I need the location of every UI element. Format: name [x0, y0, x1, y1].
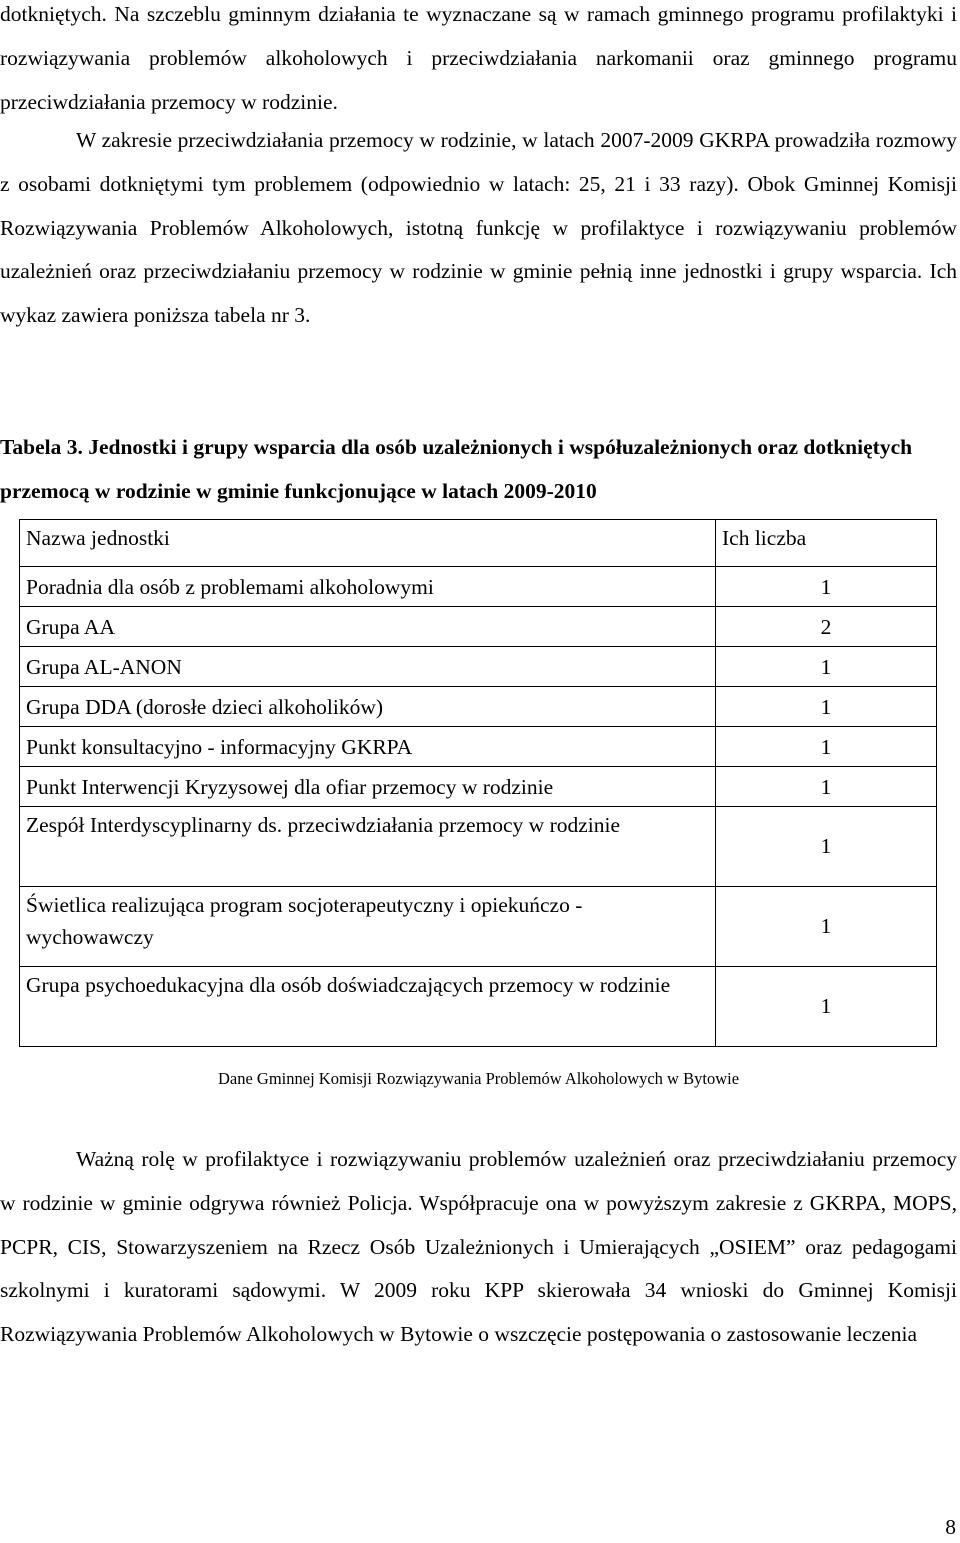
unit-name-cell: Punkt Interwencji Kryzysowej dla ofiar przemocy w rodzinie	[20, 767, 716, 807]
unit-name-cell: Grupa DDA (dorosłe dzieci alkoholików)	[20, 687, 716, 727]
unit-count-cell: 1	[716, 807, 937, 887]
unit-name-cell: Poradnia dla osób z problemami alkoholowymi	[20, 567, 716, 607]
table-row	[20, 687, 937, 727]
support-units-table	[19, 519, 937, 1047]
table-row	[20, 767, 937, 807]
paragraph-police-role: Ważną rolę w profilaktyce i rozwiązywaniu problemów uzależnień oraz przeciwdziałaniu przemocy w rodzinie w gminie odgrywa również Policja. Współpracuje ona w powyższym zakresie z GKRPA, MOPS, PCPR, CIS, Stowarzyszeniem na Rzecz Osób Uzależnionych i Umierających „OSIEM” oraz pedagogami szkolnymi i kuratorami sądowymi. W 2009 roku KPP skierowała 34 wnioski do Gminnej Komisji Rozwiązywania Problemów Alkoholowych w Bytowie o wszczęcie postępowania o zastosowanie leczenia	[0, 1147, 957, 1347]
table-row	[20, 887, 937, 967]
unit-count-cell: 1	[716, 967, 937, 1047]
unit-name-cell: Zespół Interdyscyplinarny ds. przeciwdziałania przemocy w rodzinie	[20, 807, 716, 887]
paragraph-intro: dotkniętych. Na szczeblu gminnym działania te wyznaczane są w ramach gminnego programu profilaktyki i rozwiązywania problemów alkoholowych i przeciwdziałania narkomanii oraz gminnego programu przeciwdziałania przemocy w rodzinie.	[0, 2, 957, 114]
unit-name-cell: Grupa AA	[20, 607, 716, 647]
unit-count-cell: 1	[716, 727, 937, 767]
table-row	[20, 807, 937, 887]
unit-name-cell: Punkt konsultacyjno - informacyjny GKRPA	[20, 727, 716, 767]
paragraph-violence-prevention: W zakresie przeciwdziałania przemocy w rodzinie, w latach 2007-2009 GKRPA prowadziła rozmowy z osobami dotkniętymi tym problemem (odpowiednio w latach: 25, 21 i 33 razy). Obok Gminnej Komisji Rozwiązywania Problemów Alkoholowych, istotną funkcję w profilaktyce i rozwiązywaniu problemów uzależnień oraz przeciwdziałaniu przemocy w rodzinie w gminie pełnią inne jednostki i grupy wsparcia. Ich wykaz zawiera poniższa tabela nr 3.	[0, 128, 957, 328]
unit-name-cell: Grupa AL-ANON	[20, 647, 716, 687]
table-source-note: Dane Gminnej Komisji Rozwiązywania Problemów Alkoholowych w Bytowie	[217, 1069, 740, 1088]
unit-count-cell: 1	[716, 647, 937, 687]
column-header-count: Ich liczba	[716, 520, 937, 567]
unit-count-cell: 2	[716, 607, 937, 647]
table-caption: Tabela 3. Jednostki i grupy wsparcia dla osób uzależnionych i współuzależnionych oraz dotkniętych przemocą w rodzinie w gminie funkcjonujące w latach 2009-2010	[0, 435, 913, 503]
unit-count-cell: 1	[716, 687, 937, 727]
unit-count-cell: 1	[716, 887, 937, 967]
unit-count-cell: 1	[716, 567, 937, 607]
page-number: 8	[945, 1515, 956, 1539]
table-row	[20, 967, 937, 1047]
column-header-name: Nazwa jednostki	[20, 520, 716, 567]
unit-name-cell: Świetlica realizująca program socjoterapeutyczny i opiekuńczo - wychowawczy	[20, 887, 716, 967]
table-row	[20, 567, 937, 607]
table-header-row	[20, 520, 937, 567]
table-row	[20, 647, 937, 687]
unit-name-cell: Grupa psychoedukacyjna dla osób doświadczających przemocy w rodzinie	[20, 967, 716, 1047]
table-row	[20, 727, 937, 767]
table-row	[20, 607, 937, 647]
unit-count-cell: 1	[716, 767, 937, 807]
